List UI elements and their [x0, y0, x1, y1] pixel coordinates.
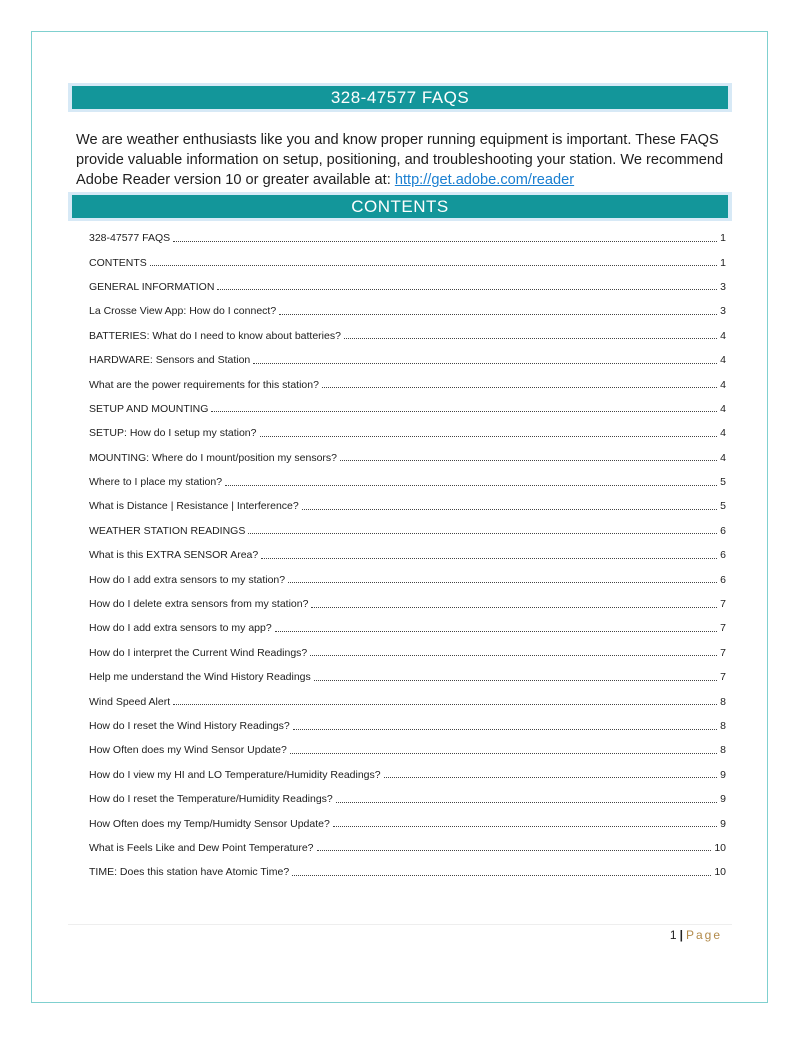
toc-dot-leader	[293, 721, 717, 730]
toc-entry[interactable]	[89, 665, 726, 689]
toc-entry[interactable]	[89, 836, 726, 860]
toc-entry-page: 3	[720, 280, 726, 293]
toc-dot-leader	[340, 452, 717, 461]
toc-entry-page: 1	[720, 232, 726, 245]
toc-entry-page: 7	[720, 646, 726, 659]
toc-dot-leader	[311, 599, 717, 608]
toc-dot-leader	[173, 233, 717, 242]
toc-entry-label: SETUP: How do I setup my station?	[89, 427, 257, 440]
toc-entry[interactable]	[89, 299, 726, 323]
toc-entry-page: 6	[720, 549, 726, 562]
toc-entry[interactable]	[89, 811, 726, 835]
toc-entry-label: WEATHER STATION READINGS	[89, 524, 246, 537]
toc-entry-page: 5	[720, 500, 726, 513]
document-title: 328-47577 FAQS	[72, 86, 728, 109]
toc-entry[interactable]	[89, 787, 726, 811]
toc-dot-leader	[317, 842, 712, 851]
toc-dot-leader	[290, 745, 717, 754]
toc-entry-label: What is Distance | Resistance | Interference?	[89, 500, 299, 513]
toc-entry[interactable]	[89, 519, 726, 543]
toc-dot-leader	[225, 477, 717, 486]
toc-dot-leader	[211, 403, 717, 412]
toc-entry[interactable]	[89, 763, 726, 787]
title-banner	[68, 83, 732, 112]
toc-entry[interactable]	[89, 275, 726, 299]
page-word: Page	[685, 928, 722, 942]
toc-entry-label: What are the power requirements for this station?	[89, 378, 319, 391]
toc-entry[interactable]	[89, 226, 726, 250]
toc-entry-page: 4	[720, 427, 726, 440]
toc-entry-page: 8	[720, 744, 726, 757]
toc-entry-page: 7	[720, 598, 726, 611]
toc-dot-leader	[275, 623, 717, 632]
toc-entry-label: Wind Speed Alert	[89, 695, 171, 708]
toc-entry-page: 4	[720, 378, 726, 391]
toc-dot-leader	[288, 574, 717, 583]
footer-divider	[68, 924, 732, 925]
toc-dot-leader	[384, 769, 717, 778]
toc-entry[interactable]	[89, 348, 726, 372]
toc-entry-page: 9	[720, 768, 726, 781]
toc-dot-leader	[310, 647, 717, 656]
toc-entry-page: 3	[720, 305, 726, 318]
toc-entry-page: 4	[720, 329, 726, 342]
toc-entry-page: 1	[720, 256, 726, 269]
toc-entry-label: GENERAL INFORMATION	[89, 280, 215, 293]
toc-entry[interactable]	[89, 421, 726, 445]
page-number: 1	[669, 928, 677, 942]
footer-separator: |	[679, 928, 683, 942]
toc-entry-label: How do I add extra sensors to my station?	[89, 573, 286, 586]
toc-dot-leader	[150, 257, 717, 266]
toc-entry[interactable]	[89, 738, 726, 762]
toc-entry-label: How Often does my Temp/Humidty Sensor Update?	[89, 817, 330, 830]
toc-entry-page: 7	[720, 622, 726, 635]
toc-entry[interactable]	[89, 372, 726, 396]
toc-entry-label: CONTENTS	[89, 256, 147, 269]
toc-dot-leader	[333, 818, 717, 827]
toc-entry[interactable]	[89, 250, 726, 274]
toc-entry[interactable]	[89, 543, 726, 567]
toc-entry[interactable]	[89, 592, 726, 616]
toc-entry-label: La Crosse View App: How do I connect?	[89, 305, 277, 318]
toc-entry-label: Help me understand the Wind History Readings	[89, 671, 311, 684]
table-of-contents	[89, 226, 726, 885]
toc-entry-label: HARDWARE: Sensors and Station	[89, 354, 251, 367]
toc-entry-page: 9	[720, 817, 726, 830]
toc-entry-label: MOUNTING: Where do I mount/position my sensors?	[89, 451, 337, 464]
toc-entry[interactable]	[89, 324, 726, 348]
toc-entry-page: 4	[720, 354, 726, 367]
toc-dot-leader	[302, 501, 717, 510]
toc-entry[interactable]	[89, 470, 726, 494]
toc-entry[interactable]	[89, 397, 726, 421]
toc-entry[interactable]	[89, 567, 726, 591]
toc-entry-label: Where to I place my station?	[89, 476, 223, 489]
toc-dot-leader	[292, 867, 711, 876]
toc-entry[interactable]	[89, 494, 726, 518]
toc-entry-label: How do I add extra sensors to my app?	[89, 622, 272, 635]
toc-entry-page: 4	[720, 451, 726, 464]
toc-entry-label: How Often does my Wind Sensor Update?	[89, 744, 287, 757]
contents-heading: CONTENTS	[72, 195, 728, 218]
toc-entry[interactable]	[89, 689, 726, 713]
toc-entry[interactable]	[89, 446, 726, 470]
toc-dot-leader	[260, 428, 718, 437]
toc-entry-label: How do I interpret the Current Wind Readings?	[89, 646, 308, 659]
toc-entry-page: 8	[720, 695, 726, 708]
intro-text: We are weather enthusiasts like you and know proper running equipment is important. These FAQS provide valuable information on setup, positioning, and troubleshooting your station. We recommend Adobe Reader version 10 or greater available at:	[76, 132, 724, 188]
toc-entry-label: How do I reset the Wind History Readings?	[89, 720, 290, 732]
toc-dot-leader	[173, 696, 717, 705]
toc-dot-leader	[322, 379, 717, 388]
toc-entry[interactable]	[89, 616, 726, 640]
toc-entry-page: 9	[720, 793, 726, 806]
toc-entry-page: 7	[720, 671, 726, 684]
toc-entry-page: 4	[720, 402, 726, 415]
contents-banner	[68, 192, 732, 221]
toc-dot-leader	[344, 330, 717, 339]
toc-entry-label: TIME: Does this station have Atomic Time?	[89, 866, 290, 879]
toc-entry[interactable]	[89, 714, 726, 738]
toc-dot-leader	[336, 794, 717, 803]
toc-dot-leader	[261, 550, 717, 559]
toc-entry[interactable]	[89, 860, 726, 884]
toc-entry-label: 328-47577 FAQS	[89, 232, 171, 245]
toc-entry-page: 6	[720, 524, 726, 537]
toc-entry[interactable]	[89, 641, 726, 665]
toc-dot-leader	[248, 525, 717, 534]
toc-dot-leader	[279, 306, 717, 315]
toc-entry-label: SETUP AND MOUNTING	[89, 402, 209, 415]
toc-dot-leader	[314, 672, 717, 681]
toc-entry-label: How do I reset the Temperature/Humidity Readings?	[89, 793, 333, 806]
intro-paragraph	[76, 130, 736, 190]
toc-entry-label: What is Feels Like and Dew Point Temperature?	[89, 841, 314, 854]
toc-entry-label: How do I delete extra sensors from my station?	[89, 598, 309, 611]
toc-entry-label: BATTERIES: What do I need to know about batteries?	[89, 329, 341, 342]
toc-entry-page: 8	[720, 720, 726, 732]
toc-entry-label: How do I view my HI and LO Temperature/Humidity Readings?	[89, 768, 381, 781]
toc-entry-page: 10	[714, 841, 726, 854]
page-footer	[670, 928, 722, 942]
toc-entry-page: 10	[714, 866, 726, 879]
toc-entry-page: 5	[720, 476, 726, 489]
toc-dot-leader	[217, 281, 717, 290]
toc-entry-page: 6	[720, 573, 726, 586]
toc-dot-leader	[253, 355, 717, 364]
toc-entry-label: What is this EXTRA SENSOR Area?	[89, 549, 259, 562]
adobe-reader-link[interactable]: http://get.adobe.com/reader	[394, 172, 575, 188]
